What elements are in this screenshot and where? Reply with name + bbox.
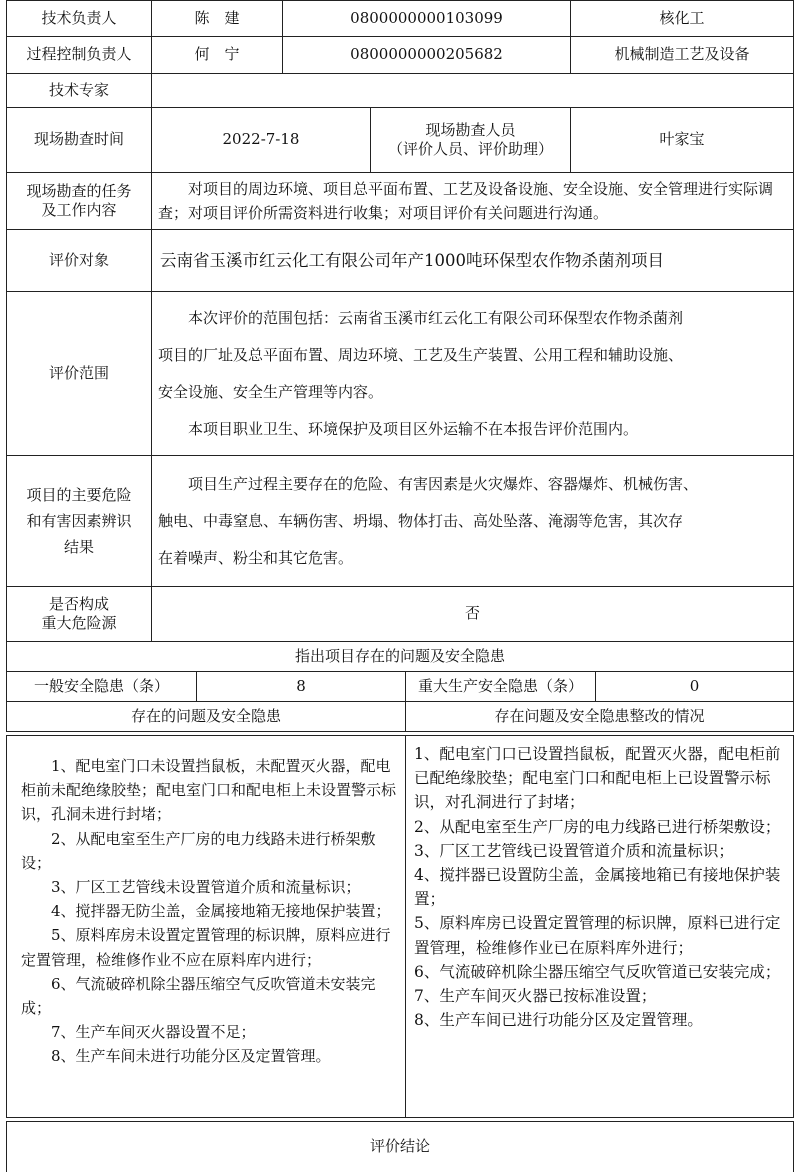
scope-line-2: 项目的厂址及总平面布置、周边环境、工艺及生产装置、公用工程和辅助设施、 — [158, 345, 684, 364]
expert-value — [152, 74, 794, 108]
process-lead-name: 何 宁 — [152, 37, 283, 74]
hazards-text-cell — [152, 456, 794, 587]
general-hazard-label: 一般安全隐患（条） — [7, 672, 197, 702]
problems-row — [7, 736, 794, 1118]
rectification-table — [6, 701, 794, 1172]
technical-lead-row — [7, 1, 794, 37]
survey-staff-label — [371, 108, 571, 173]
process-lead-label: 过程控制负责人 — [7, 37, 152, 74]
conclusion-header: 评价结论 — [7, 1122, 794, 1172]
hazards-label — [7, 456, 152, 587]
hazards-label-line2: 和有害因素辨识 — [26, 512, 132, 530]
major-hazard-value: 否 — [152, 587, 794, 642]
rectification-item: 5、原料库房已设置定置管理的标识牌，原料已进行定置管理，检维修作业已在原料库外进行； — [414, 914, 781, 957]
issues-header: 指出项目存在的问题及安全隐患 — [7, 642, 794, 672]
problems-list — [7, 736, 406, 1118]
survey-time-value: 2022-7-18 — [152, 108, 371, 173]
survey-staff-label-line1: 现场勘查人员 — [425, 120, 516, 139]
major-hazard-label-line2: 重大危险源 — [41, 614, 117, 632]
evaluation-form — [6, 0, 793, 1157]
scope-line-4: 本项目职业卫生、环境保护及项目区外运输不在本报告评价范围内。 — [188, 419, 639, 438]
task-row — [7, 173, 794, 230]
rectification-item: 2、从配电室至生产厂房的电力线路已进行桥架敷设； — [414, 817, 781, 836]
hazards-label-line1: 项目的主要危险 — [26, 486, 132, 504]
rectification-column-header: 存在问题及安全隐患整改的情况 — [406, 702, 794, 732]
survey-time-label: 现场勘查时间 — [7, 108, 152, 173]
scope-line-1: 本次评价的范围包括：云南省玉溪市红云化工有限公司环保型农作物杀菌剂 — [188, 308, 684, 327]
rectification-item: 8、生产车间已进行功能分区及定置管理。 — [414, 1011, 703, 1030]
info-table — [6, 0, 794, 672]
major-hazard-count-value: 0 — [596, 672, 794, 702]
rectification-item: 3、厂区工艺管线已设置管道介质和流量标识； — [414, 841, 734, 860]
process-lead-id: 0800000000205682 — [283, 37, 571, 74]
problems-column-header: 存在的问题及安全隐患 — [7, 702, 406, 732]
hazards-line-3: 在着噪声、粉尘和其它危害。 — [158, 548, 354, 567]
scope-text-cell — [152, 292, 794, 456]
rectification-list — [406, 736, 794, 1118]
hazards-line-2: 触电、中毒窒息、车辆伤害、坍塌、物体打击、高处坠落、淹溺等危害，其次存 — [158, 511, 684, 530]
hazards-line-1: 项目生产过程主要存在的危险、有害因素是火灾爆炸、容器爆炸、机械伤害、 — [188, 474, 699, 493]
expert-label: 技术专家 — [7, 74, 152, 108]
rectification-item: 7、生产车间灭火器已按标准设置； — [414, 987, 657, 1006]
process-lead-field: 机械制造工艺及设备 — [571, 37, 794, 74]
problem-item: 1、配电室门口未设置挡鼠板，未配置灭火器，配电柜前未配绝缘胶垫；配电室门口和配电柜上未设置警示标识，孔洞未进行封堵； — [21, 757, 397, 824]
survey-row — [7, 108, 794, 173]
survey-staff-label-line2: （评价人员、评价助理） — [388, 140, 554, 158]
problem-item: 7、生产车间灭火器设置不足； — [51, 1023, 256, 1042]
task-label — [7, 173, 152, 230]
hazards-row — [7, 456, 794, 587]
target-text: 云南省玉溪市红云化工有限公司年产1000吨环保型农作物杀菌剂项目 — [152, 230, 794, 292]
major-hazard-count-label: 重大生产安全隐患（条） — [406, 672, 596, 702]
scope-row — [7, 292, 794, 456]
survey-staff-value: 叶家宝 — [571, 108, 794, 173]
technical-lead-id: 0800000000103099 — [283, 1, 571, 37]
problem-item: 6、气流破碎机除尘器压缩空气反吹管道未安装完成； — [21, 974, 376, 1018]
rectification-item: 1、配电室门口已设置挡鼠板，配置灭火器，配电柜前已配绝缘胶垫；配电室门口和配电柜上已设置警示标识，对孔洞进行了封堵； — [414, 745, 781, 812]
issues-table — [6, 671, 794, 702]
scope-label: 评价范围 — [7, 292, 152, 456]
task-text: 对项目的周边环境、项目总平面布置、工艺及设备设施、安全设施、安全管理进行实际调查；对项目评价所需资料进行收集；对项目评价有关问题进行沟通。 — [158, 180, 774, 222]
task-label-line1: 现场勘查的任务 — [26, 181, 132, 200]
hazards-label-line3: 结果 — [63, 538, 94, 556]
counts-row — [7, 672, 794, 702]
technical-lead-name: 陈 建 — [152, 1, 283, 37]
process-lead-row — [7, 37, 794, 74]
target-label: 评价对象 — [7, 230, 152, 292]
scope-line-3: 安全设施、安全生产管理等内容。 — [158, 382, 384, 401]
columns-header-row — [7, 702, 794, 732]
rectification-item: 4、搅拌器已设置防尘盖，金属接地箱已有接地保护装置； — [414, 866, 781, 909]
task-label-line2: 及工作内容 — [41, 201, 117, 219]
issues-header-row — [7, 642, 794, 672]
problem-item: 2、从配电室至生产厂房的电力线路未进行桥架敷设； — [21, 829, 376, 872]
problem-item: 5、原料库房未设置定置管理的标识牌，原料应进行定置管理，检维修作业不应在原料库内进行； — [21, 926, 391, 969]
major-hazard-row — [7, 587, 794, 642]
major-hazard-label — [7, 587, 152, 642]
rectification-item: 6、气流破碎机除尘器压缩空气反吹管道已安装完成； — [414, 962, 781, 981]
task-text-cell — [152, 173, 794, 230]
expert-row — [7, 74, 794, 108]
technical-lead-field: 核化工 — [571, 1, 794, 37]
technical-lead-label: 技术负责人 — [7, 1, 152, 37]
problem-item: 3、厂区工艺管线未设置管道介质和流量标识； — [51, 878, 361, 897]
conclusion-header-row — [7, 1122, 794, 1172]
major-hazard-label-line1: 是否构成 — [48, 594, 109, 613]
problem-item: 4、搅拌器无防尘盖，金属接地箱无接地保护装置； — [51, 902, 391, 921]
general-hazard-value: 8 — [197, 672, 406, 702]
target-row — [7, 230, 794, 292]
problem-item: 8、生产车间未进行功能分区及定置管理。 — [51, 1047, 331, 1066]
